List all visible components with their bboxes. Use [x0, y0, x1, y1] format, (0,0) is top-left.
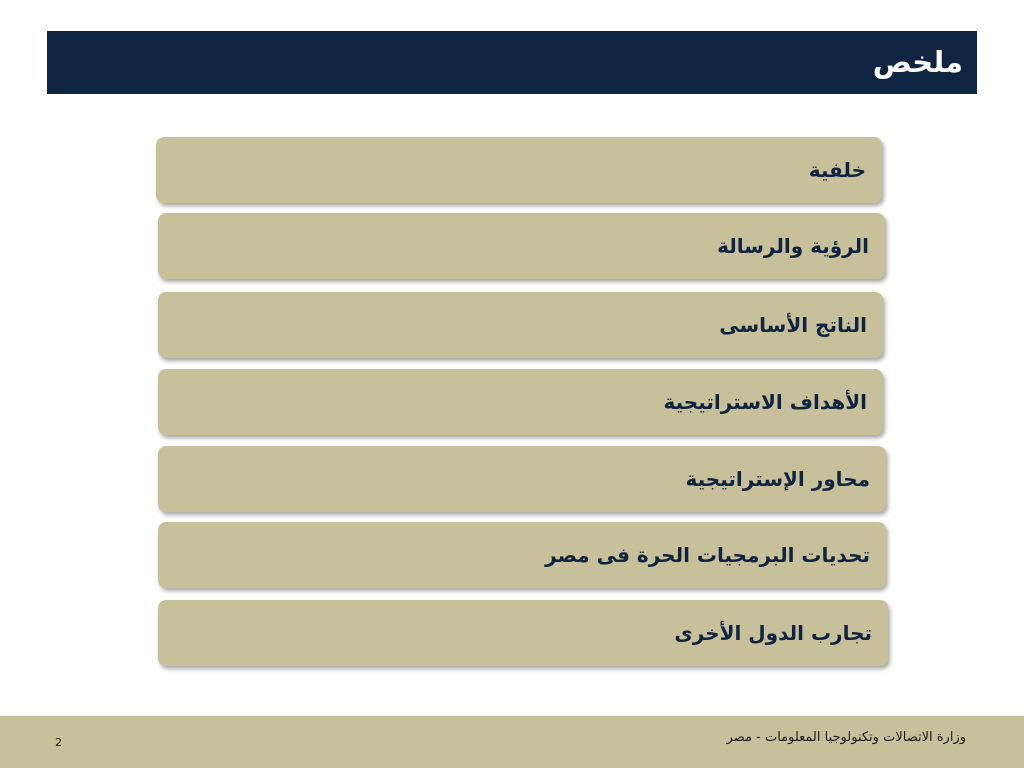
outline-item-main-output[interactable]: الناتج الأساسى [158, 292, 883, 358]
page-number: 2 [55, 736, 62, 749]
outline-item-strategy-axes[interactable]: محاور الإستراتيجية [158, 446, 886, 512]
slide-title: ملخص [872, 45, 963, 79]
outline-item-background[interactable]: خلفية [156, 137, 882, 203]
footer-ministry-text: وزارة الاتصالات وتكنولوجيا المعلومات - مصر [726, 730, 966, 745]
outline-item-challenges[interactable]: تحديات البرمجيات الحرة فى مصر [158, 522, 886, 588]
title-bar [47, 31, 977, 94]
footer-bar [0, 716, 1024, 768]
outline-item-other-countries[interactable]: تجارب الدول الأخرى [158, 600, 888, 666]
outline-item-vision-mission[interactable]: الرؤية والرسالة [158, 213, 885, 279]
outline-item-strategic-goals[interactable]: الأهداف الاستراتيجية [158, 369, 883, 435]
